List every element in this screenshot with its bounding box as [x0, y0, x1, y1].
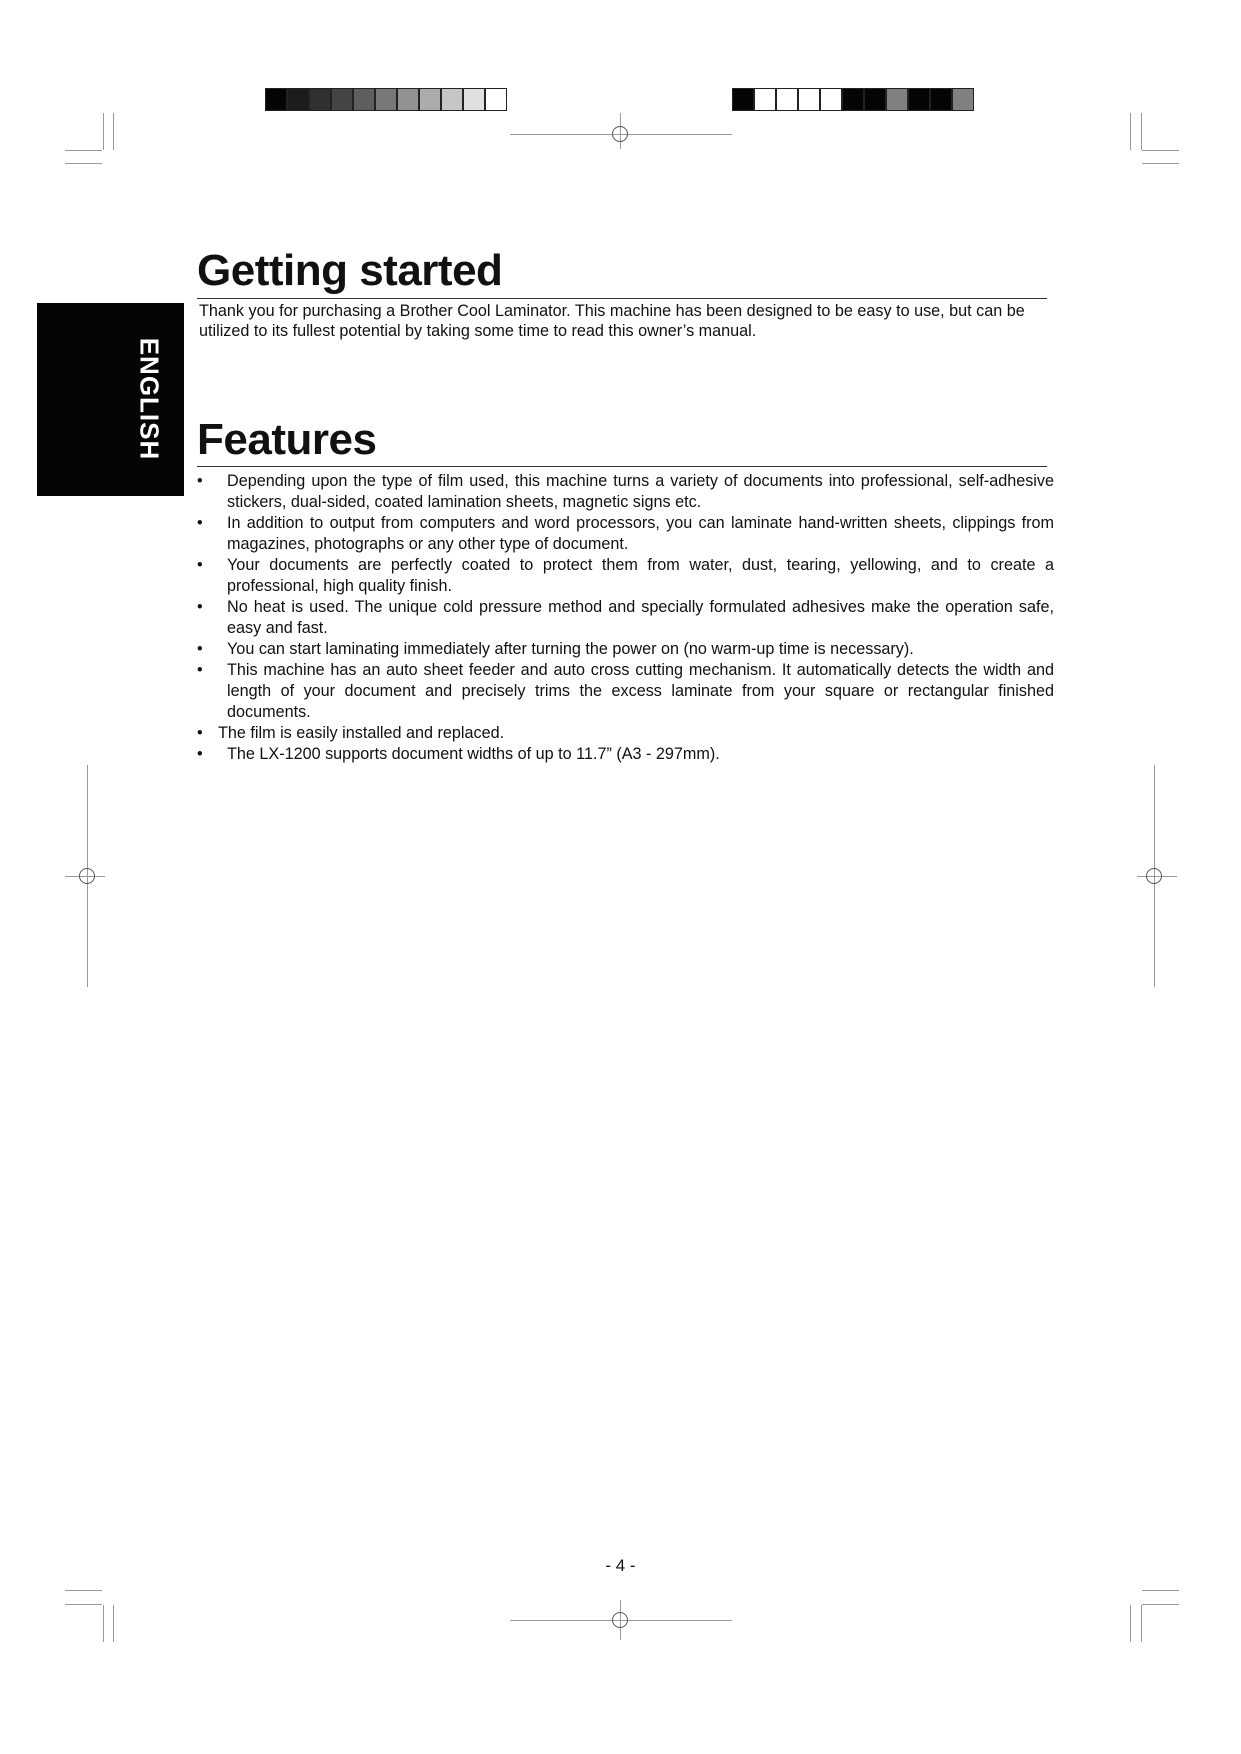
- registration-target-icon: [612, 126, 628, 142]
- bullet-icon: •: [197, 745, 203, 763]
- list-item: [197, 660, 1054, 723]
- color-swatch: [798, 88, 820, 111]
- color-swatch: [463, 88, 485, 111]
- bullet-icon: •: [197, 514, 203, 532]
- registration-target-icon: [79, 868, 95, 884]
- feature-text: Your documents are perfectly coated to protect them from water, dust, tearing, yellowing, and to create a professional, high quality finish.: [227, 556, 1054, 595]
- crop-mark: [1142, 1590, 1179, 1591]
- list-item: [197, 744, 1054, 765]
- section-divider: [197, 466, 1047, 467]
- registration-target-icon: [1146, 868, 1162, 884]
- color-swatch: [397, 88, 419, 111]
- crop-mark: [113, 113, 114, 150]
- bullet-icon: •: [197, 556, 203, 574]
- color-swatch: [820, 88, 842, 111]
- feature-text: In addition to output from computers and word processors, you can laminate hand-written sheets, clippings from magazines, photographs or any other type of document.: [227, 514, 1054, 553]
- color-swatch: [842, 88, 864, 111]
- crop-mark: [1142, 1604, 1179, 1605]
- section-title-getting-started: Getting started: [197, 246, 503, 295]
- list-item: [197, 723, 1054, 744]
- color-swatch: [776, 88, 798, 111]
- list-item: [197, 597, 1054, 639]
- list-item: [197, 555, 1054, 597]
- color-swatch: [864, 88, 886, 111]
- feature-text: The film is easily installed and replaced.: [218, 724, 505, 742]
- color-swatch: [353, 88, 375, 111]
- color-swatch: [930, 88, 952, 111]
- color-swatch: [375, 88, 397, 111]
- crop-mark: [1141, 1605, 1142, 1642]
- grayscale-color-bar: [265, 88, 507, 111]
- color-swatch: [754, 88, 776, 111]
- language-tab-label: ENGLISH: [134, 337, 165, 461]
- page-number: - 4 -: [605, 1556, 636, 1575]
- bullet-icon: •: [197, 598, 203, 616]
- color-swatch: [908, 88, 930, 111]
- crop-mark: [103, 113, 104, 150]
- color-swatch: [485, 88, 507, 111]
- color-swatch: [732, 88, 754, 111]
- bullet-icon: •: [197, 472, 203, 490]
- crop-mark: [1142, 150, 1179, 151]
- language-tab: [37, 303, 184, 496]
- color-swatch: [309, 88, 331, 111]
- features-list: [197, 471, 1054, 765]
- bullet-icon: •: [197, 661, 203, 679]
- color-swatch: [952, 88, 974, 111]
- color-swatch: [419, 88, 441, 111]
- feature-text: Depending upon the type of film used, this machine turns a variety of documents into professional, self-adhesive stickers, dual-sided, coated lamination sheets, magnetic signs etc.: [227, 472, 1054, 511]
- list-item: [197, 513, 1054, 555]
- list-item: [197, 639, 1054, 660]
- bullet-icon: •: [197, 724, 203, 742]
- color-swatch: [441, 88, 463, 111]
- section-divider: [197, 298, 1047, 299]
- list-item: [197, 471, 1054, 513]
- intro-paragraph: Thank you for purchasing a Brother Cool Laminator. This machine has been designed to be easy to use, but can be utilized to its fullest potential by taking some time to read this owner’s manual.: [199, 302, 1025, 340]
- section-title-features: Features: [197, 415, 377, 464]
- feature-text: You can start laminating immediately after turning the power on (no warm-up time is necessary).: [227, 640, 914, 658]
- crop-mark: [1141, 113, 1142, 150]
- color-swatch: [886, 88, 908, 111]
- crop-mark: [65, 1604, 102, 1605]
- color-swatch: [331, 88, 353, 111]
- crop-mark: [113, 1605, 114, 1642]
- bullet-icon: •: [197, 640, 203, 658]
- registration-target-icon: [612, 1612, 628, 1628]
- feature-text: The LX-1200 supports document widths of up to 11.7” (A3 - 297mm).: [227, 745, 720, 763]
- color-calibration-bar: [732, 88, 974, 111]
- crop-mark: [65, 150, 102, 151]
- crop-mark: [1130, 113, 1131, 150]
- crop-mark: [103, 1605, 104, 1642]
- color-swatch: [287, 88, 309, 111]
- color-swatch: [265, 88, 287, 111]
- crop-mark: [1130, 1605, 1131, 1642]
- crop-mark: [1142, 163, 1179, 164]
- feature-text: This machine has an auto sheet feeder and auto cross cutting mechanism. It automatically detects the width and length of your document and precisely trims the excess laminate from your square or rectangular finished documents.: [227, 661, 1054, 721]
- crop-mark: [65, 163, 102, 164]
- crop-mark: [65, 1590, 102, 1591]
- feature-text: No heat is used. The unique cold pressure method and specially formulated adhesives make the operation safe, easy and fast.: [227, 598, 1054, 637]
